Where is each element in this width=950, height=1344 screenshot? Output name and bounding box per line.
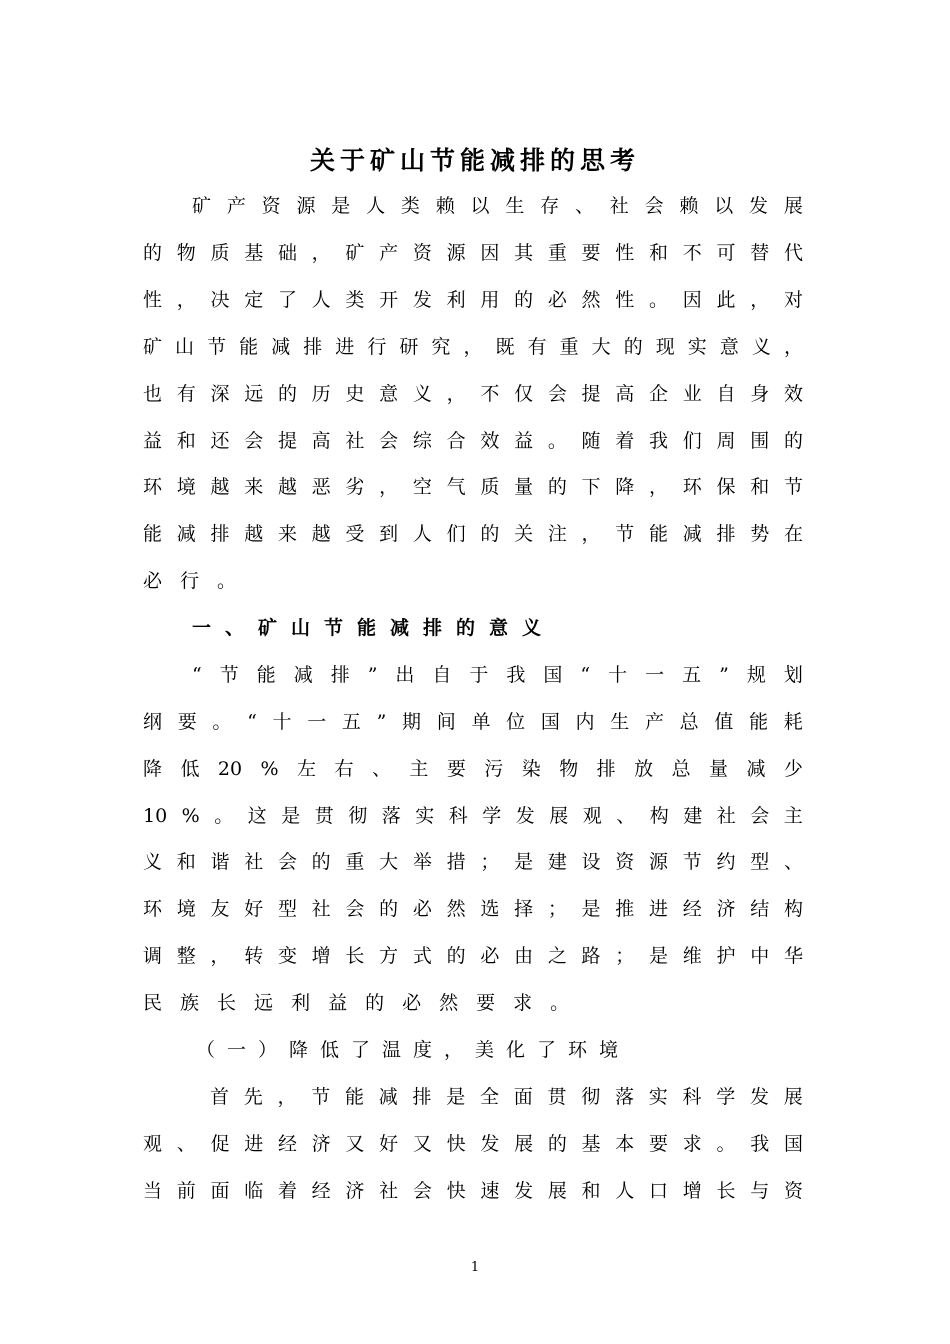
text-line: 能 减 排 越 来 越 受 到 人 们 的 关 注 ， 节 能 减 排 势 在 — [143, 523, 803, 545]
text-line: 性 ， 决 定 了 人 类 开 发 利 用 的 必 然 性 。 因 此 ， 对 — [143, 289, 803, 311]
text-line: 首 先 ， 节 能 减 排 是 全 面 贯 彻 落 实 科 学 发 展 — [210, 1086, 803, 1108]
text-line: 义 和 谐 社 会 的 重 大 举 措 ； 是 建 设 资 源 节 约 型 、 — [143, 851, 803, 873]
text-line: 环 境 越 来 越 恶 劣 ， 空 气 质 量 的 下 降 ， 环 保 和 节 — [143, 476, 803, 498]
text-line: 调 整 ， 转 变 增 长 方 式 的 必 由 之 路 ； 是 维 护 中 华 — [143, 945, 803, 967]
text-line: 纲 要 。 “ 十 一 五 ” 期 间 单 位 国 内 生 产 总 值 能 耗 — [143, 711, 803, 733]
text-line: “ 节 能 减 排 ” 出 自 于 我 国 “ 十 一 五 ” 规 划 — [192, 664, 803, 686]
document-title: 关于矿山节能减排的思考 — [309, 146, 640, 175]
text-line: 必 行 。 — [143, 570, 237, 592]
text-line: 民 族 长 远 利 益 的 必 然 要 求 。 — [143, 992, 570, 1014]
text-line: 的 物 质 基 础 ， 矿 产 资 源 因 其 重 要 性 和 不 可 替 代 — [143, 242, 803, 264]
text-line: 矿 产 资 源 是 人 类 赖 以 生 存 、 社 会 赖 以 发 展 — [192, 195, 803, 217]
section-heading: 一、矿山节能减排的意义 — [192, 617, 556, 639]
page-number: 1 — [470, 1260, 480, 1275]
text-line: 益 和 还 会 提 高 社 会 综 合 效 益 。 随 着 我 们 周 围 的 — [143, 430, 803, 452]
text-line: 观 、 促 进 经 济 又 好 又 快 发 展 的 基 本 要 求 。 我 国 — [143, 1133, 803, 1155]
text-line: 环 境 友 好 型 社 会 的 必 然 选 择 ； 是 推 进 经 济 结 构 — [143, 898, 803, 920]
text-line: 也 有 深 远 的 历 史 意 义 ， 不 仅 会 提 高 企 业 自 身 效 — [143, 383, 803, 405]
text-line: 当 前 面 临 着 经 济 社 会 快 速 发 展 和 人 口 增 长 与 资 — [143, 1180, 803, 1202]
text-line: 10 % 。 这 是 贯 彻 落 实 科 学 发 展 观 、 构 建 社 会 主 — [143, 805, 803, 827]
text-line: 降 低 20 % 左 右 、 主 要 污 染 物 排 放 总 量 减 少 — [143, 758, 803, 780]
subsection-heading: （一）降低了温度，美化了环境 — [196, 1039, 631, 1061]
text-line: 矿 山 节 能 减 排 进 行 研 究 ， 既 有 重 大 的 现 实 意 义 ， — [143, 336, 803, 358]
